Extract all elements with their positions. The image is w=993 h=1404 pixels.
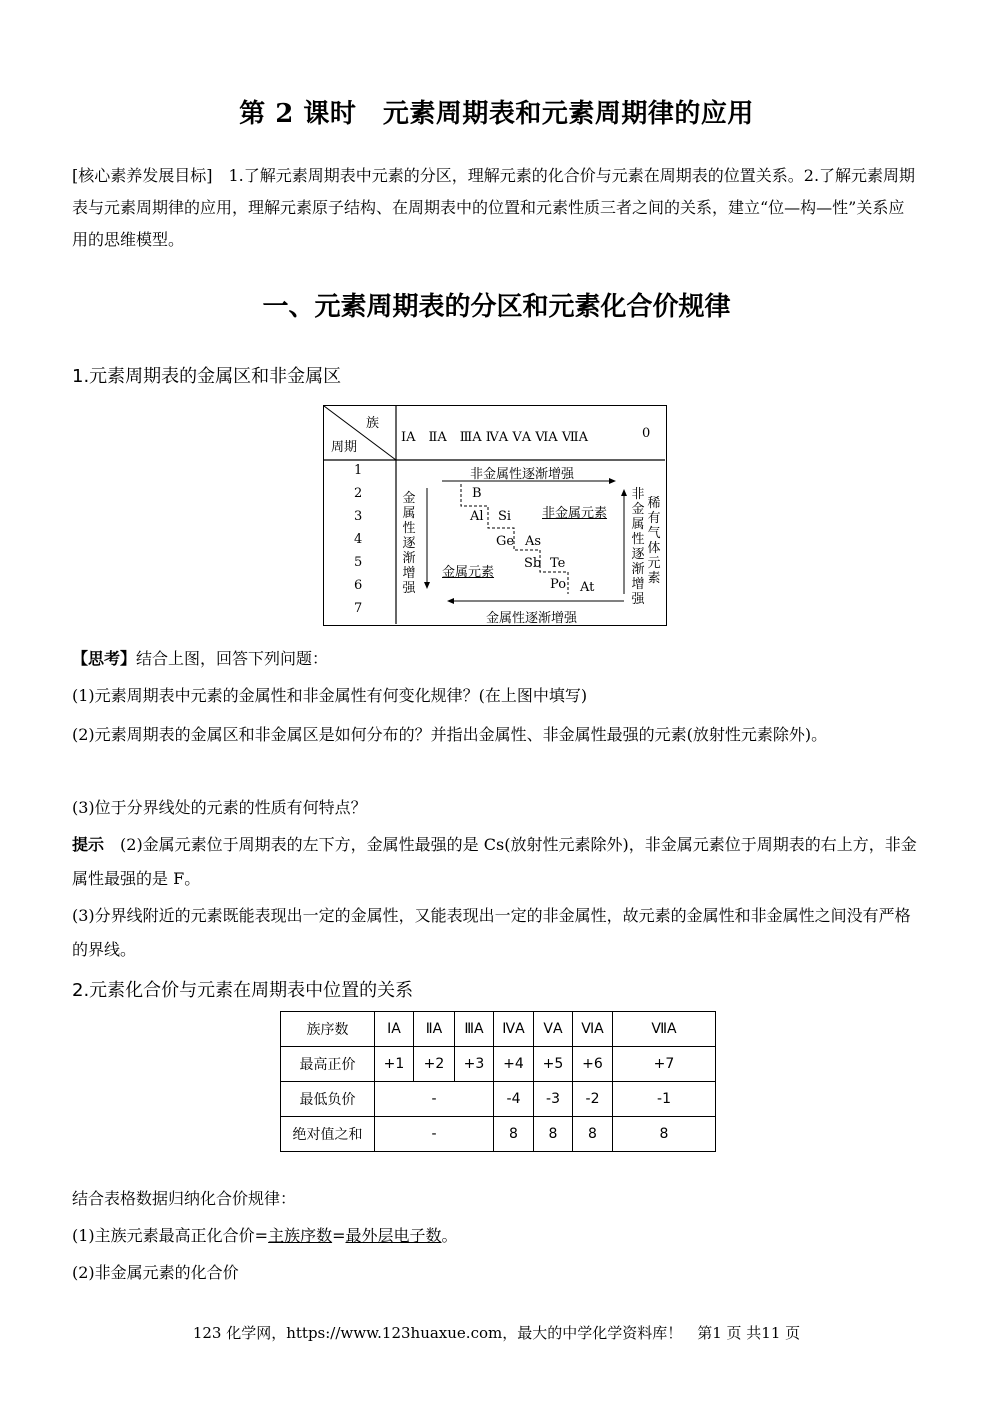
table-cell: -1 [613,1082,716,1117]
element-si: Si [498,509,512,524]
table-cell: +4 [494,1047,534,1082]
bottom-arrow-label: 金属性逐渐增强 [486,611,578,626]
top-arrow-label: 非金属性逐渐增强 [470,467,575,482]
rule-1-answer-a: 主族序数 [268,1226,333,1245]
noble-gas-label: 稀有气体元素 [647,496,661,586]
rule-1-answer-b: 最外层电子数 [345,1226,442,1245]
rule-2: (2)非金属元素的化合价 [72,1263,239,1282]
table-header-cell: ⅦA [613,1012,716,1047]
table-cell: 8 [534,1117,573,1152]
table-header-cell: 族序数 [281,1012,375,1047]
table-header-cell: ⅣA [494,1012,534,1047]
subsection-title-1: 1.元素周期表的金属区和非金属区 [72,366,342,387]
metal-region-label: 金属元素 [442,565,495,580]
rule-1-prefix: (1)主族元素最高正化合价= [72,1226,269,1245]
rule-1 [72,1220,920,1252]
page-footer: 123 化学网，https://www.123huaxue.com，最大的中学化学资料库！ 第1 页 共11 页 [192,1324,801,1342]
table-row [281,1082,716,1117]
table-header-cell: ⅥA [573,1012,613,1047]
row-label: 最高正价 [281,1047,375,1082]
table-row [281,1012,716,1047]
goals-label: [核心素养发展目标] [72,166,213,185]
hint-2 [72,828,920,896]
periodic-table-diagram [323,405,667,626]
think-intro-text: 结合上图，回答下列问题： [136,649,329,668]
table-cell: +7 [613,1047,716,1082]
header-period-label: 周期 [331,440,358,455]
period-7: 7 [354,601,363,616]
hint-2-text: (2)金属元素位于周期表的左下方，金属性最强的是 Cs(放射性元素除外)，非金属元素位于周期表的右上方，非金属性最强的是 F。 [72,835,917,888]
think-intro [72,643,920,675]
element-at: At [580,580,595,595]
table-cell: +1 [375,1047,414,1082]
think-label: 【思考】 [72,649,137,668]
period-6: 6 [354,578,363,593]
period-5: 5 [354,555,363,570]
page-title: 第 2 课时 元素周期表和元素周期律的应用 [239,99,754,129]
group-labels: ⅠA ⅡA ⅢA ⅣA ⅤA ⅥA ⅦA [401,430,588,445]
nonmetal-region-label: 非金属元素 [542,506,608,521]
period-1: 1 [354,463,363,478]
table-cell: +5 [534,1047,573,1082]
table-row [281,1117,716,1152]
core-goals [72,160,920,256]
group-zero-label: 0 [642,426,651,441]
table-header-cell: ⅠA [375,1012,414,1047]
header-group-label: 族 [366,416,380,431]
table-cell: - [375,1082,494,1117]
element-as: As [525,534,542,549]
question-1: (1)元素周期表中元素的金属性和非金属性有何变化规律？(在上图中填写) [72,686,588,705]
element-te: Te [550,556,566,571]
left-arrow-label: 金属性逐渐增强 [402,491,416,596]
table-header-cell: ⅤA [534,1012,573,1047]
table-cell: +2 [414,1047,455,1082]
table-cell: -4 [494,1082,534,1117]
period-3: 3 [354,509,363,524]
element-sb: Sb [524,556,542,571]
rule-1-eq: = [332,1226,346,1245]
row-label: 绝对值之和 [281,1117,375,1152]
table-cell: 8 [613,1117,716,1152]
rule-1-suffix: 。 [441,1226,458,1245]
element-po: Po [550,577,567,592]
goals-text: 1.了解元素周期表中元素的分区，理解元素的化合价与元素在周期表的位置关系。2.了解元素周期表与元素周期律的应用，理解元素原子结构、在周期表中的位置和元素性质三者之间的关系，建立“位—构—性”关系应用的思维模型。 [72,166,916,249]
table-header-cell: ⅢA [455,1012,494,1047]
table-cell: +3 [455,1047,494,1082]
summary-intro: 结合表格数据归纳化合价规律： [72,1189,297,1208]
element-al: Al [470,509,484,524]
table-cell: 8 [494,1117,534,1152]
question-2: (2)元素周期表的金属区和非金属区是如何分布的？并指出金属性、非金属性最强的元素(放射性元素除外)。 [72,725,828,744]
period-4: 4 [354,532,363,547]
table-cell: -2 [573,1082,613,1117]
subsection-title-2: 2.元素化合价与元素在周期表中位置的关系 [72,980,414,1001]
table-cell: -3 [534,1082,573,1117]
section-title: 一、元素周期表的分区和元素化合价规律 [262,292,731,322]
valence-table [280,1011,716,1152]
table-header-cell: ⅡA [414,1012,455,1047]
period-2: 2 [354,486,363,501]
question-3: (3)位于分界线处的元素的性质有何特点？ [72,798,367,817]
table-cell: +6 [573,1047,613,1082]
element-b: B [472,486,482,501]
hint-label: 提示 [72,835,105,854]
row-label: 最低负价 [281,1082,375,1117]
right-arrow-label: 非金属性逐渐增强 [631,487,645,607]
table-cell: 8 [573,1117,613,1152]
table-cell: - [375,1117,494,1152]
element-ge: Ge [496,534,515,549]
hint-3: (3)分界线附近的元素既能表现出一定的金属性，又能表现出一定的非金属性，故元素的金属性和非金属性之间没有严格的界线。 [72,906,911,959]
table-row [281,1047,716,1082]
